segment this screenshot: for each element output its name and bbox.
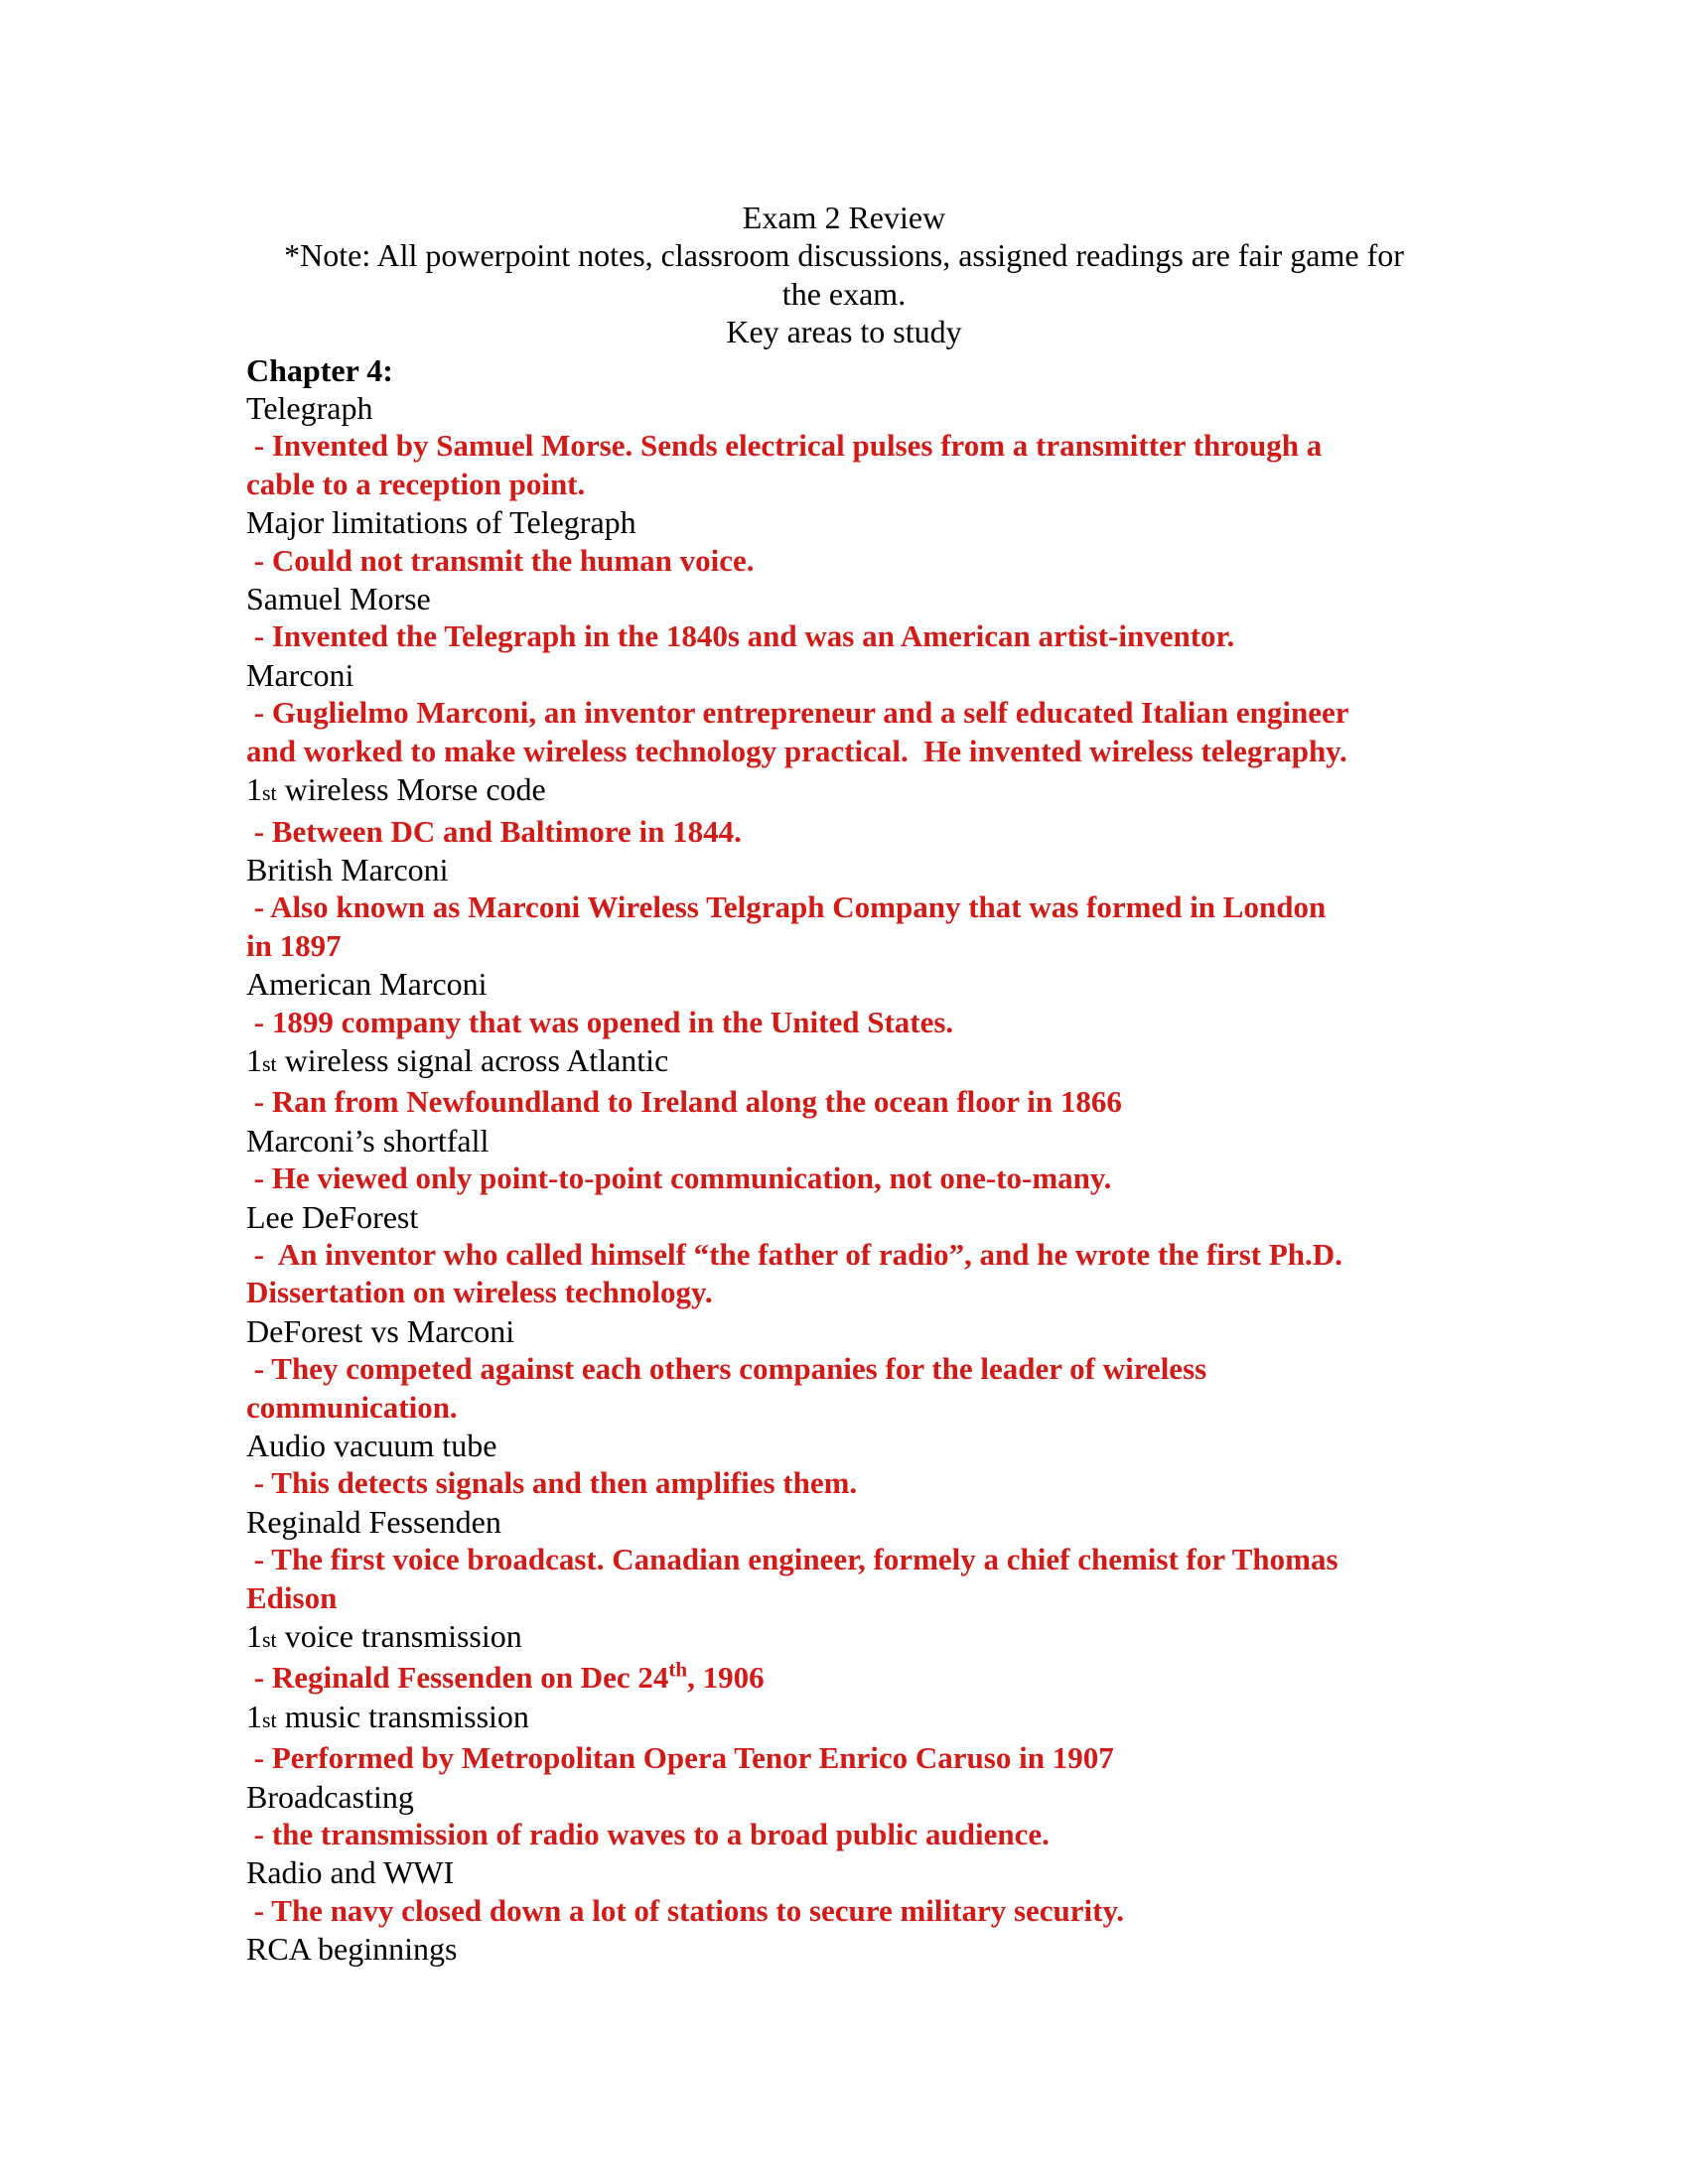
text-run: Telegraph [246,390,373,427]
definition-continuation-line [246,733,1442,770]
text-run: in 1897 [246,927,342,963]
text-run: - the transmission of radio waves to a broad public audience. [246,1817,1050,1852]
text-run: communication. [246,1389,458,1425]
term-line [246,1617,1442,1659]
ordinal-suffix-text: st [262,1627,277,1653]
term-line [246,503,1442,541]
text-run: - Invented the Telegraph in the 1840s and was an American artist-inventor. [246,618,1235,654]
text-run: American Marconi [246,966,488,1003]
definition-line [246,1816,1442,1853]
ordinal-suffix-text: st [262,1706,277,1732]
term-line [246,1427,1442,1464]
term-line [246,580,1442,617]
header-line [246,236,1442,274]
definition-line [246,1236,1442,1274]
text-run: Marconi’s shortfall [246,1122,490,1159]
definition-line [246,1004,1442,1041]
text-run: DeForest vs Marconi [246,1312,515,1349]
text-run: music transmission [276,1698,529,1734]
text-run: - Between DC and Baltimore in 1844. [246,813,742,849]
definition-continuation-line [246,1274,1442,1311]
term-line [246,1312,1442,1350]
term-line [246,1698,1442,1739]
text-run: voice transmission [276,1618,522,1655]
text-run: *Note: All powerpoint notes, classroom discussions, assigned readings are fair game for [284,237,1404,274]
header-line [246,199,1442,236]
text-run: 1 [246,1041,262,1078]
text-run: RCA beginnings [246,1931,458,1968]
text-run: Key areas to study [726,314,962,350]
text-run: Edison [246,1579,338,1615]
definition-line [246,1160,1442,1197]
text-run: wireless signal across Atlantic [276,1041,669,1078]
text-run: and worked to make wireless technology practical. He invented wireless telegraphy. [246,733,1347,768]
text-run: Lee DeForest [246,1198,419,1235]
text-run: 1 [246,1698,262,1734]
definition-continuation-line [246,466,1442,503]
text-run: - He viewed only point-to-point communication, not one-to-many. [246,1160,1112,1196]
text-run: - They competed against each others companies for the leader of wireless [246,1351,1207,1387]
definition-line [246,1464,1442,1502]
text-run: - Ran from Newfoundland to Ireland along the ocean floor in 1866 [246,1084,1122,1120]
text-run: wireless Morse code [276,771,546,808]
term-line [246,1122,1442,1160]
definition-line [246,1083,1442,1121]
term-line [246,656,1442,694]
definition-continuation-line [246,1579,1442,1617]
text-run: cable to a reception point. [246,466,586,501]
text-run: - 1899 company that was opened in the United States. [246,1004,954,1039]
definition-line [246,1659,1442,1697]
term-line [246,851,1442,888]
term-line [246,770,1442,812]
definition-continuation-line [246,927,1442,965]
definition-line [246,1892,1442,1930]
ordinal-suffix-text: st [262,1050,277,1076]
text-run: British Marconi [246,851,449,887]
text-run: Major limitations of Telegraph [246,504,636,541]
definition-line [246,1739,1442,1777]
text-run: 1 [246,1618,262,1655]
text-run: - Performed by Metropolitan Opera Tenor Enrico Caruso in 1907 [246,1740,1114,1776]
definition-line [246,694,1442,732]
ordinal-suffix-text: st [262,780,277,806]
text-run: - An inventor who called himself “the father of radio”, and he wrote the first Ph.D. [246,1236,1342,1272]
term-line [246,1041,1442,1083]
term-line [246,1930,1442,1968]
definition-line [246,813,1442,851]
text-run: Exam 2 Review [742,200,946,235]
text-run: - The navy closed down a lot of stations to secure military security. [246,1892,1125,1928]
text-run: - Reginald Fessenden on Dec 24 [246,1660,669,1696]
header-line [246,313,1442,350]
definition-continuation-line [246,1389,1442,1427]
definition-line [246,617,1442,655]
term-line [246,1853,1442,1891]
definition-line [246,542,1442,580]
text-run: - Could not transmit the human voice. [246,542,755,578]
text-run: - Also known as Marconi Wireless Telgraph Company that was formed in London [246,889,1327,925]
text-run: , 1906 [687,1660,765,1696]
term-line [246,1503,1442,1541]
text-run: Marconi [246,656,354,693]
superscript-text: th [668,1658,688,1683]
text-run: Audio vacuum tube [246,1428,497,1463]
text-run: Broadcasting [246,1778,414,1815]
definition-line [246,1350,1442,1388]
term-line [246,1778,1442,1816]
text-run: 1 [246,771,262,808]
text-run: Reginald Fessenden [246,1503,501,1540]
text-run: Samuel Morse [246,581,431,617]
document-content [246,199,1442,1969]
text-run: - This detects signals and then amplifies them. [246,1465,858,1501]
text-run: - Invented by Samuel Morse. Sends electrical pulses from a transmitter through a [246,428,1323,464]
text-run: - Guglielmo Marconi, an inventor entrepreneur and a self educated Italian engineer [246,695,1349,731]
text-run: Dissertation on wireless technology. [246,1275,713,1310]
definition-line [246,888,1442,926]
chapter-heading [246,351,1442,389]
text-run: the exam. [781,275,907,312]
text-run: Chapter 4: [246,351,393,388]
definition-line [246,1541,1442,1578]
definition-line [246,427,1442,465]
text-run: Radio and WWI [246,1854,455,1891]
header-line [246,275,1442,313]
term-line [246,965,1442,1003]
term-line [246,1198,1442,1236]
term-line [246,389,1442,427]
text-run: - The first voice broadcast. Canadian engineer, formely a chief chemist for Thomas [246,1542,1338,1577]
